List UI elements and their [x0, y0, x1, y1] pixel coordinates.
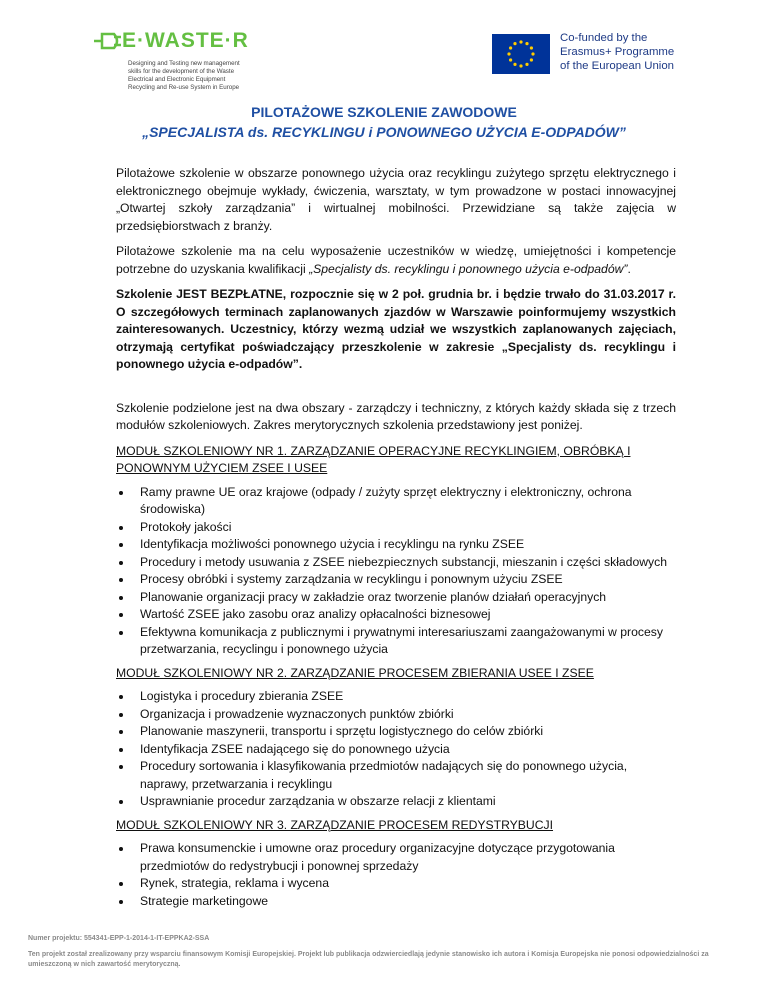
- project-number: Numer projektu: 554341-EPP-1-2014-1-IT-EPPKA2-SSA: [28, 935, 210, 942]
- list-item: Logistyka i procedury zbierania ZSEE: [116, 688, 676, 706]
- list-item: Procesy obróbki i systemy zarządzania w recyklingu i ponownym użyciu ZSEE: [116, 571, 676, 589]
- module-3-heading: MODUŁ SZKOLENIOWY NR 3. ZARZĄDZANIE PROCESEM REDYSTRYBUCJI: [116, 817, 554, 832]
- list-item: Organizacja i prowadzenie wyznaczonych punktów zbiórki: [116, 706, 676, 724]
- page-title: [0, 102, 768, 142]
- list-item: Prawa konsumenckie i umowne oraz procedury organizacyjne dotyczące przygotowania przedmiotów do redystrybucji i ponownej sprzedaży: [116, 840, 676, 875]
- list-item: Strategie marketingowe: [116, 893, 676, 911]
- title-line-2: „SPECJALISTA ds. RECYKLINGU i PONOWNEGO UŻYCIA E-ODPADÓW”: [142, 124, 626, 140]
- module-1-heading: MODUŁ SZKOLENIOWY NR 1. ZARZĄDZANIE OPERACYJNE RECYKLINGIEM, OBRÓBKĄ I PONOWNYM UŻYCIEM ZSEE I USEE: [116, 443, 631, 475]
- list-item: Protokoły jakości: [116, 519, 676, 537]
- list-item: Procedury sortowania i klasyfikowania przedmiotów nadających się do ponownego użycia, naprawy, przetwarzania i recyklingu: [116, 758, 676, 793]
- intro-paragraph-1: Pilotażowe szkolenie w obszarze ponownego użycia oraz recyklingu zużytego sprzętu elektrycznego i elektronicznego obejmuje wykłady, ćwiczenia, warsztaty, w tym prowadzone w postaci innowacyjnej „Otwartej szkoły zarządzania” i wirtualnej mobilności. Przewidziane są także zajęcia w przedsiębiorstwach z branży.: [116, 166, 676, 233]
- title-line-1: PILOTAŻOWE SZKOLENIE ZAWODOWE: [251, 104, 517, 120]
- module-2-list: [116, 688, 676, 811]
- free-training-notice: Szkolenie JEST BEZPŁATNE, rozpocznie się w 2 poł. grudnia br. i będzie trwało do 31.03.2017 r. O szczegółowych terminach zaplanowanych zjazdów w Warszawie poinformujemy wszystkich zainteresowanych. Uczestnicy, którzy wezmą udział we wszystkich zaplanowanych zajęciach, otrzymają certyfikat poświadczający przeszkolenie w zakresie „Specjalisty ds. recyklingu i ponownego użycia e-odpadów”.: [116, 287, 676, 371]
- logo-wordmark: E·WASTE·R: [122, 29, 249, 52]
- list-item: Wartość ZSEE jako zasobu oraz analizy opłacalności biznesowej: [116, 606, 676, 624]
- list-item: Identyfikacja ZSEE nadającego się do ponownego użycia: [116, 741, 676, 759]
- list-item: Usprawnianie procedur zarządzania w obszarze relacji z klientami: [116, 793, 676, 811]
- module-3-list: [116, 840, 676, 910]
- ewaster-logo: [92, 26, 292, 106]
- funding-disclaimer: Ten projekt został zrealizowany przy wsparciu finansowym Komisji Europejskiej. Projekt lub publikacja odzwierciedlają jedynie stanowisko ich autora i Komisja Europejska nie ponosi odpowiedzialności za umieszczoną w nich zawartość merytoryczną.: [28, 951, 709, 968]
- logo-tagline: Designing and Testing new management skills for the development of the Waste Electrical and Electronic Equipment Recycling and Re-use System in Europe: [128, 60, 240, 91]
- eu-cofunding-label: Co-funded by the Erasmus+ Programme of the European Union: [560, 32, 675, 72]
- module-2-heading: MODUŁ SZKOLENIOWY NR 2. ZARZĄDZANIE PROCESEM ZBIERANIA USEE I ZSEE: [116, 665, 594, 680]
- eu-flag-icon: [492, 34, 550, 74]
- list-item: Rynek, strategia, reklama i wycena: [116, 875, 676, 893]
- list-item: Planowanie maszynerii, transportu i sprzętu logistycznego do celów zbiórki: [116, 723, 676, 741]
- list-item: Ramy prawne UE oraz krajowe (odpady / zużyty sprzęt elektryczny i elektroniczny, ochrona środowiska): [116, 484, 676, 519]
- intro-paragraph-4: Szkolenie podzielone jest na dwa obszary - zarządczy i techniczny, z których każdy składa się z trzech modułów szkoleniowych. Zakres merytorycznych szkolenia przedstawiony jest poniżej.: [116, 400, 676, 432]
- intro-paragraph-2: Pilotażowe szkolenie ma na celu wyposażenie uczestników w wiedzę, umiejętności i kompetencje potrzebne do uzyskania kwalifikacji „Specjalisty ds. recyklingu i ponownego użycia e-odpadów”.: [116, 244, 676, 276]
- page-header: [0, 18, 768, 98]
- document-body: [116, 165, 676, 916]
- plug-icon: [92, 28, 122, 54]
- list-item: Planowanie organizacji pracy w zakładzie oraz tworzenie planów działań operacyjnych: [116, 589, 676, 607]
- module-1-list: [116, 484, 676, 659]
- list-item: Efektywna komunikacja z publicznymi i prywatnymi interesariuszami zaangażowanymi w procesy przetwarzania, recyclingu i ponownego użycia: [116, 624, 676, 659]
- page-footer: [28, 934, 740, 970]
- list-item: Procedury i metody usuwania z ZSEE niebezpiecznych substancji, mieszanin i części składowych: [116, 554, 676, 572]
- list-item: Identyfikacja możliwości ponownego użycia i recyklingu na rynku ZSEE: [116, 536, 676, 554]
